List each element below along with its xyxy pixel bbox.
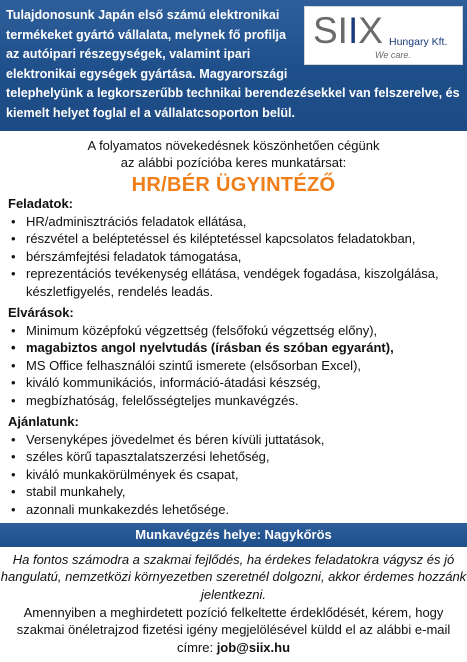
list-item-text: széles körű tapasztalatszerzési lehetőség,	[26, 449, 270, 465]
bullet-icon: •	[11, 323, 16, 338]
email-link[interactable]: job@siix.hu	[216, 639, 291, 655]
tasks-list	[8, 213, 460, 300]
lead-line-2: az alábbi pozícióba keres munkatársat:	[120, 155, 347, 170]
bullet-icon: •	[11, 266, 16, 282]
requirements-list	[8, 322, 460, 409]
list-item	[8, 501, 460, 518]
list-item-text: megbízhatóság, felelősségteljes munkavégzés.	[26, 392, 299, 408]
company-logo	[304, 6, 463, 65]
list-item	[8, 392, 460, 409]
company-intro-text: Tulajdonosunk Japán első számú elektronikai termékeket gyártó vállalata, melynek fő profilja az autóipari részegységek, valamint ipari elektronikai egységek gyártása. Magyarországi telephelyünk a legkorszerűbb technikai berendezésekkel van felszerelve, és kiemelt helyet foglal el a vállalatcsoporton belül.	[6, 8, 460, 120]
list-item-text: Minimum középfokú végzettség (felsőfokú végzettség előny),	[26, 323, 378, 338]
job-title: HR/BÉR ÜGYINTÉZŐ	[131, 174, 336, 196]
bullet-icon: •	[11, 375, 16, 391]
list-item-text: stabil munkahely,	[26, 484, 126, 500]
list-item	[8, 230, 460, 247]
list-item	[8, 213, 460, 230]
logo-letter-x: X	[358, 10, 383, 51]
list-item-text: bérszámfejtési feladatok támogatása,	[26, 248, 242, 264]
list-item	[8, 483, 460, 500]
logo-wordmark	[313, 9, 383, 53]
list-item-text: reprezentációs tevékenység ellátása, vendégek fogadása, kiszolgálása, készletfigyelés, rendelés leadás.	[26, 266, 439, 299]
list-item	[8, 374, 460, 391]
list-item-text: részvétel a beléptetéssel és kiléptetéssel kapcsolatos feladatokban,	[26, 231, 416, 247]
closing-paragraph-2	[0, 604, 467, 656]
logo-mark-letter: I	[347, 10, 359, 51]
logo-letters: SI	[313, 10, 348, 51]
list-item-text: HR/adminisztrációs feladatok ellátása,	[26, 214, 247, 229]
list-item	[8, 248, 460, 265]
workplace-text: Munkavégzés helye: Nagykőrös	[135, 527, 332, 542]
list-item-text: azonnali munkakezdés lehetősége.	[26, 501, 230, 517]
logo-tagline: We care.	[375, 50, 411, 60]
list-item	[8, 431, 460, 448]
list-item	[8, 265, 460, 300]
requirements-title: Elvárások:	[8, 305, 74, 320]
bullet-icon: •	[11, 484, 16, 500]
bullet-icon: •	[11, 449, 16, 465]
list-item-text: Versenyképes jövedelmet és béren kívüli juttatások,	[26, 432, 325, 447]
workplace-banner	[0, 523, 467, 547]
bullet-icon: •	[11, 501, 16, 517]
list-item	[8, 339, 460, 356]
list-item	[8, 466, 460, 483]
list-item	[8, 322, 460, 339]
bullet-icon: •	[11, 214, 16, 229]
list-item-text: MS Office felhasználói szintű ismerete (elsősorban Excel),	[26, 357, 362, 373]
list-item-text: magabiztos angol nyelvtudás (írásban és szóban egyaránt),	[26, 340, 394, 356]
bullet-icon: •	[11, 248, 16, 264]
bullet-icon: •	[11, 340, 16, 356]
list-item-text: kiváló munkakörülmények és csapat,	[26, 466, 239, 482]
list-item	[8, 357, 460, 374]
bullet-icon: •	[11, 432, 16, 447]
lead-line-1: A folyamatos növekedésnek köszönhetően cégünk	[87, 138, 380, 153]
list-item	[8, 448, 460, 465]
bullet-icon: •	[11, 231, 16, 247]
logo-suffix: Hungary Kft.	[389, 36, 448, 48]
offer-title: Ajánlatunk:	[8, 414, 79, 429]
bullet-icon: •	[11, 466, 16, 482]
offer-list	[8, 431, 460, 518]
bullet-icon: •	[11, 392, 16, 408]
tasks-title: Feladatok:	[8, 196, 74, 211]
closing-paragraph-2-text: Amennyiben a meghirdetett pozíció felkeltette érdeklődését, kérem, hogy szakmai önéletrajzod fizetési igény megjelölésével küldd el az alábbi e-mail címre:	[16, 605, 451, 655]
list-item-text: kiváló kommunikációs, információ-átadási készség,	[26, 375, 321, 391]
bullet-icon: •	[11, 357, 16, 373]
closing-paragraph-1: Ha fontos számodra a szakmai fejlődés, ha érdekes feladatokra vágysz és jó hangulatú, nemzetközi környezetben szeretnél dolgozni, akkor érdemes hozzánk jelentkezni.	[0, 552, 467, 602]
